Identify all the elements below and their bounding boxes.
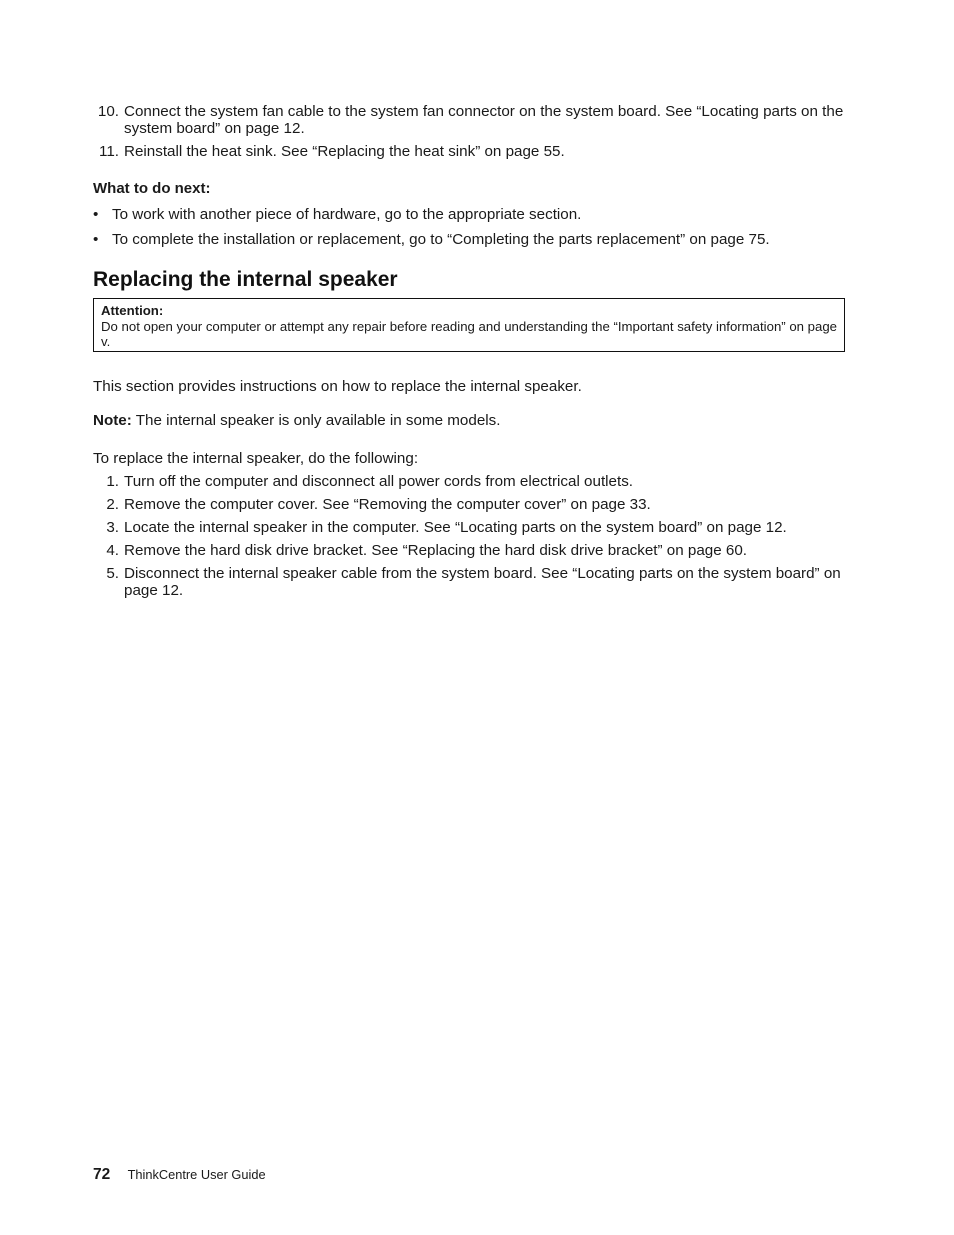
step-number: 11. xyxy=(99,143,119,160)
step-number: 3. xyxy=(106,519,119,536)
step-text: Remove the hard disk drive bracket. See “Replacing the hard disk drive bracket” on page 60. xyxy=(124,542,748,559)
continued-steps-list xyxy=(93,103,848,166)
list-item xyxy=(93,473,848,490)
step-number: 10. xyxy=(97,103,119,120)
bullet-icon: • xyxy=(93,206,99,223)
bullet-text: To complete the installation or replacement, go to “Completing the parts replacement” on page 75. xyxy=(112,231,770,248)
list-item xyxy=(93,542,848,559)
list-item xyxy=(93,231,848,248)
page-footer xyxy=(93,1166,266,1184)
page-number: 72 xyxy=(93,1166,111,1183)
note-paragraph xyxy=(93,412,848,429)
step-number: 1. xyxy=(106,473,119,490)
section-title: Replacing the internal speaker xyxy=(93,268,398,291)
list-item xyxy=(93,103,848,137)
step-number: 5. xyxy=(106,565,119,582)
attention-notice-box xyxy=(93,298,845,352)
step-number: 4. xyxy=(106,542,119,559)
step-text: Turn off the computer and disconnect all power cords from electrical outlets. xyxy=(124,473,634,490)
list-item xyxy=(93,206,848,223)
step-text: Connect the system fan cable to the system fan connector on the system board. See “Locating parts on the system board” on page 12. xyxy=(124,103,844,137)
steps-intro: To replace the internal speaker, do the following: xyxy=(93,450,419,467)
attention-label: Attention: xyxy=(101,303,164,318)
list-item xyxy=(93,519,848,536)
list-item xyxy=(93,496,848,513)
step-number: 2. xyxy=(106,496,119,513)
next-steps-bullet-list xyxy=(93,206,848,256)
bullet-text: To work with another piece of hardware, go to the appropriate section. xyxy=(112,206,582,223)
step-text: Locate the internal speaker in the computer. See “Locating parts on the system board” on page 12. xyxy=(124,519,787,536)
replacement-steps-list xyxy=(93,473,848,605)
attention-text: Do not open your computer or attempt any repair before reading and understanding the “Important safety information” on page v. xyxy=(101,318,838,349)
step-text: Reinstall the heat sink. See “Replacing the heat sink” on page 55. xyxy=(124,143,565,160)
section-intro: This section provides instructions on how to replace the internal speaker. xyxy=(93,378,582,395)
what-to-do-next-heading: What to do next: xyxy=(93,180,211,197)
list-item xyxy=(93,143,848,160)
guide-title: ThinkCentre User Guide xyxy=(127,1167,266,1182)
list-item xyxy=(93,565,848,599)
bullet-icon: • xyxy=(93,231,99,248)
step-text: Remove the computer cover. See “Removing the computer cover” on page 33. xyxy=(124,496,651,513)
note-label: Note: xyxy=(93,412,132,429)
step-text: Disconnect the internal speaker cable from the system board. See “Locating parts on the system board” on page 12. xyxy=(124,565,841,599)
note-text: The internal speaker is only available in some models. xyxy=(135,412,501,429)
